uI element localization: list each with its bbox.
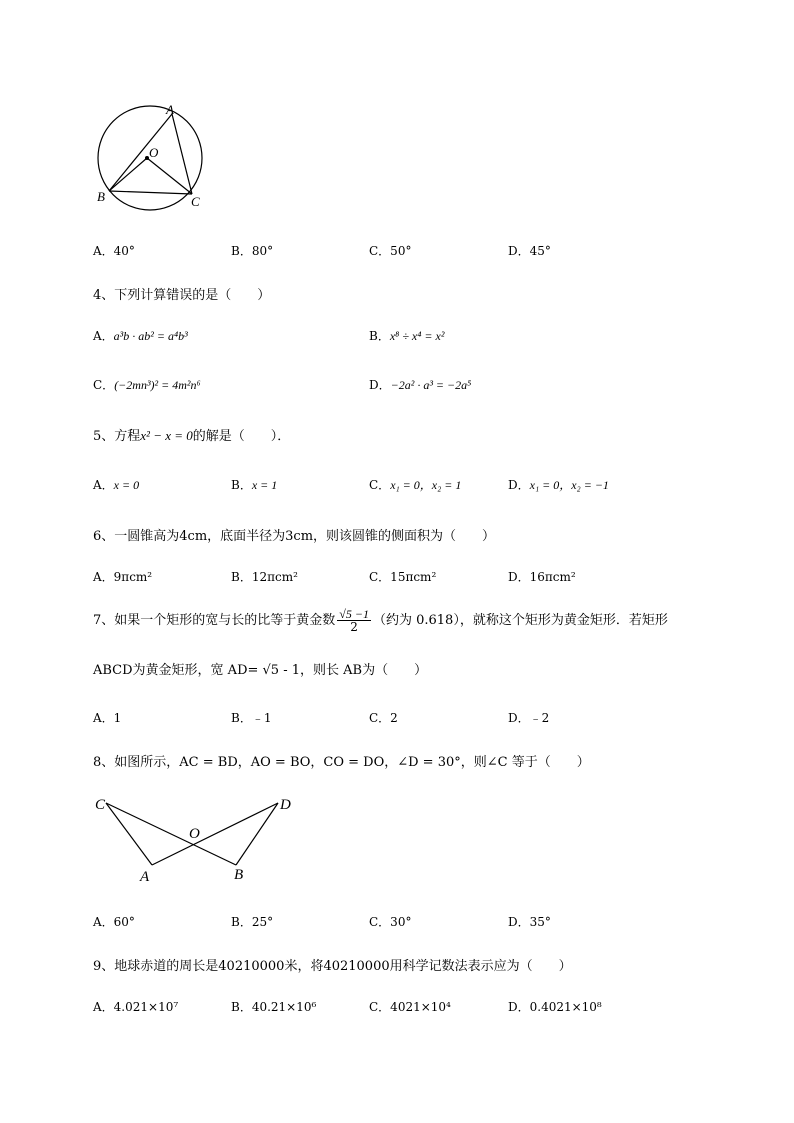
q9-option-a: A．4.021×10⁷: [93, 1000, 179, 1014]
q3-option-a: A．40°: [93, 244, 135, 258]
q5-option-d-label: D．: [508, 478, 530, 492]
q5-option-a-label: A．: [93, 478, 114, 492]
q7-line2: ABCD为黄金矩形，宽 AD= √5 - 1，则长 AB为（ ）: [93, 663, 428, 678]
fraction-denominator: 2: [350, 620, 358, 634]
fraction-numerator: √5 −1: [339, 607, 369, 621]
q4-option-c-label: C．: [93, 378, 115, 392]
q4-option-d: [369, 376, 471, 393]
q6-stem: 6、一圆锥高为4cm，底面半径为3cm，则该圆锥的侧面积为（ ）: [93, 529, 496, 544]
q5-option-b-label: B．: [231, 478, 252, 492]
q8-crossed-triangles-figure: [88, 790, 308, 886]
segment-bd: [236, 803, 278, 865]
q5-stem-expr: x² − x = 0: [140, 428, 193, 443]
golden-ratio-fraction: [337, 608, 371, 633]
label-c: C: [95, 797, 106, 813]
q5-stem-pre: 5、方程: [93, 429, 141, 444]
label-d: D: [280, 797, 291, 813]
q7-line1-post: （约为 0.618），就称这个矩形为黄金矩形．若矩形: [372, 613, 668, 628]
q9-option-d: D．0.4021×10⁸: [508, 1000, 602, 1014]
q9-option-b: B．40.21×10⁶: [231, 1000, 317, 1014]
label-b: B: [234, 867, 244, 883]
radius-oc: [147, 158, 192, 194]
chord-ab: [109, 114, 172, 191]
q7-option-c: C．2: [369, 711, 398, 725]
q4-option-b-expr: x⁸ ÷ x⁴ = x²: [389, 329, 445, 343]
q7-option-a: A．1: [93, 711, 122, 725]
q5-option-c-label: C．: [369, 478, 391, 492]
q7-line1-pre: 7、如果一个矩形的宽与长的比等于黄金数: [93, 613, 336, 628]
q3-circle-figure: [88, 100, 218, 212]
label-b: B: [97, 189, 105, 204]
q5-option-c-expr: x₁ = 0，x₂ = 1: [390, 478, 462, 492]
q5-option-d: [508, 476, 609, 493]
q3-option-b: B．80°: [231, 244, 274, 258]
q4-option-b: [369, 327, 444, 344]
q6-option-d: D．16πcm²: [508, 570, 576, 584]
q5-option-b-expr: x = 1: [251, 478, 278, 492]
q8-option-a: A．60°: [93, 915, 135, 929]
q9-stem: 9、地球赤道的周长是40210000米，将40210000用科学记数法表示应为（ ）: [93, 959, 572, 974]
q5-option-b: [231, 476, 277, 493]
radius-ob: [109, 158, 147, 191]
q5-option-c: [369, 476, 461, 493]
label-o: O: [189, 826, 200, 842]
q4-option-d-label: D．: [369, 378, 391, 392]
q6-option-b: B．12πcm²: [231, 570, 298, 584]
q7-option-b: B．﹣1: [231, 711, 272, 725]
chord-bc: [109, 191, 192, 194]
label-a: A: [140, 869, 150, 885]
q5-option-a-expr: x = 0: [113, 478, 140, 492]
q3-option-c: C．50°: [369, 244, 412, 258]
q8-option-c: C．30°: [369, 915, 412, 929]
q5-option-d-expr: x₁ = 0，x₂ = −1: [529, 478, 609, 492]
q4-option-b-label: B．: [369, 329, 390, 343]
q4-option-a: [93, 327, 188, 344]
label-a: A: [166, 102, 174, 117]
chord-ac: [172, 114, 192, 194]
q4-option-d-expr: −2a² · a³ = −2a⁵: [390, 378, 472, 392]
q4-stem: 4、下列计算错误的是（ ）: [93, 288, 271, 303]
label-o: O: [149, 145, 159, 160]
q8-option-b: B．25°: [231, 915, 274, 929]
q7-option-d: D．﹣2: [508, 711, 550, 725]
q8-option-d: D．35°: [508, 915, 551, 929]
q5-stem-post: 的解是（ ）．: [192, 429, 291, 444]
q4-option-c: [93, 376, 201, 393]
segment-ca: [106, 803, 152, 865]
q3-option-d: D．45°: [508, 244, 551, 258]
q4-option-a-label: A．: [93, 329, 114, 343]
q5-stem: [93, 425, 290, 444]
q6-option-c: C．15πcm²: [369, 570, 437, 584]
label-c: C: [191, 194, 200, 209]
q4-option-c-expr: (−2mn³)² = 4m²n⁶: [114, 378, 201, 392]
q7-line1: [93, 608, 668, 633]
q5-option-a: [93, 476, 139, 493]
q6-option-a: A．9πcm²: [93, 570, 153, 584]
q4-option-a-expr: a³b · ab² = a⁴b³: [113, 329, 188, 343]
q9-option-c: C．4021×10⁴: [369, 1000, 451, 1014]
q8-stem: 8、如图所示，AC = BD，AO = BO，CO = DO，∠D = 30°，则∠C 等于（ ）: [93, 755, 590, 770]
